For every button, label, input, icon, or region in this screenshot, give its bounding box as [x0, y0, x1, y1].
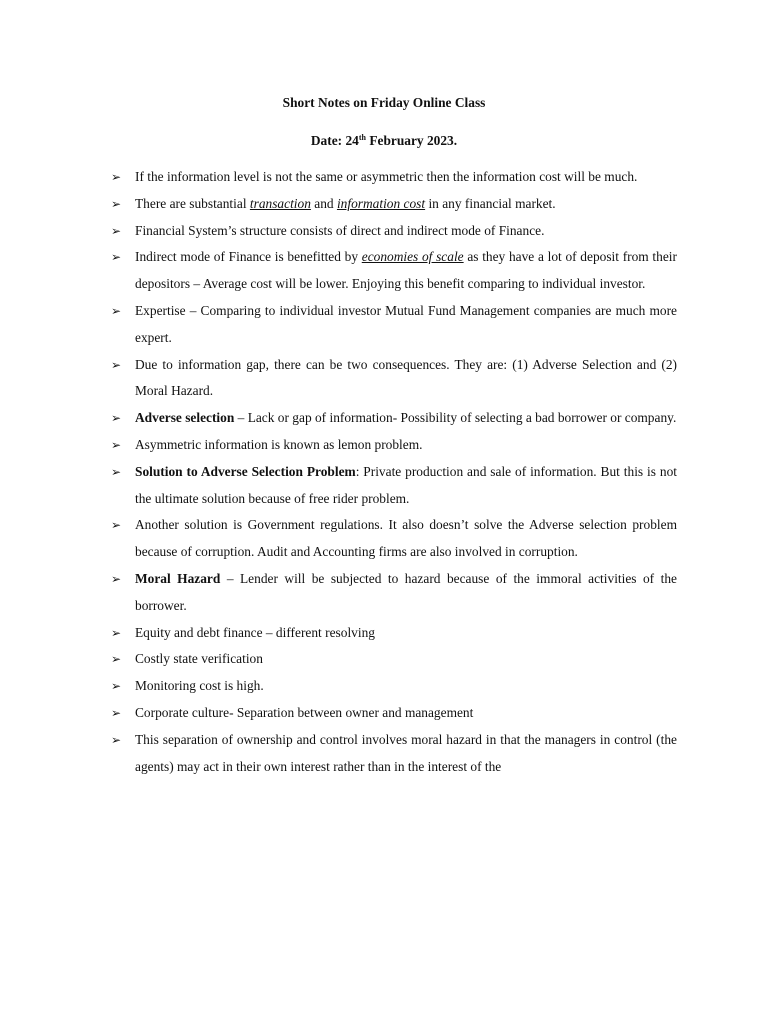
- list-item: [111, 566, 677, 620]
- item-text-run: This separation of ownership and control involves moral hazard in that the managers in control (the agents) may act in their own interest rather than in the interest of the: [135, 731, 677, 774]
- list-item: [111, 459, 677, 513]
- item-text-run: in any financial market.: [425, 195, 556, 211]
- item-text-run: Indirect mode of Finance is benefitted by: [135, 249, 362, 265]
- item-text-run: Financial System’s structure consists of direct and indirect mode of Finance.: [135, 222, 545, 238]
- arrow-bullet-icon: ➢: [111, 303, 122, 318]
- list-item: [111, 352, 677, 406]
- item-text: [135, 298, 677, 352]
- underlined-term: transaction: [249, 195, 311, 211]
- item-text-run: Monitoring cost is high.: [135, 678, 264, 694]
- arrow-bullet-icon: ➢: [111, 705, 122, 720]
- arrow-bullet-icon: ➢: [111, 652, 122, 667]
- item-text-run: Due to information gap, there can be two consequences. They are: (1) Adverse Selection and (2) Moral Hazard.: [135, 356, 677, 399]
- notes-list: [111, 164, 677, 780]
- item-text: [135, 727, 677, 781]
- arrow-bullet-icon: ➢: [111, 223, 122, 238]
- date-line: [0, 132, 768, 150]
- list-item: [111, 727, 677, 781]
- arrow-bullet-icon: ➢: [111, 464, 122, 479]
- list-item: [111, 244, 677, 298]
- arrow-bullet-icon: ➢: [111, 196, 122, 211]
- item-text-run: Asymmetric information is known as lemon problem.: [135, 436, 423, 452]
- item-text: [135, 164, 677, 191]
- item-text-run: If the information level is not the same or asymmetric then the information cost will be much.: [135, 169, 638, 184]
- item-text: [135, 218, 677, 245]
- list-item: [111, 700, 677, 727]
- list-item: [111, 191, 677, 218]
- item-text: [135, 352, 677, 406]
- arrow-bullet-icon: ➢: [111, 571, 122, 586]
- arrow-bullet-icon: ➢: [111, 357, 122, 372]
- date-suffix: February 2023.: [365, 133, 458, 148]
- arrow-bullet-icon: ➢: [111, 625, 122, 640]
- list-item: [111, 673, 677, 700]
- underlined-term: economies of scale: [361, 249, 464, 265]
- item-text: [135, 620, 677, 647]
- arrow-bullet-icon: ➢: [111, 411, 122, 426]
- bold-term: Moral Hazard: [135, 570, 221, 586]
- bold-term: Solution to Adverse Selection Problem: [135, 463, 356, 479]
- item-text: [135, 244, 677, 298]
- item-text-run: Another solution is Government regulations. It also doesn’t solve the Adverse selection problem because of corruption. Audit and Accounting firms are also involved in corruption.: [135, 517, 677, 560]
- item-text-run: : Private production and sale of information. But this is not the ultimate solution because of free rider problem.: [135, 463, 677, 506]
- arrow-bullet-icon: ➢: [111, 732, 122, 747]
- arrow-bullet-icon: ➢: [111, 679, 122, 694]
- item-text-run: Corporate culture- Separation between owner and management: [135, 704, 474, 720]
- item-text: [135, 673, 677, 700]
- list-item: [111, 218, 677, 245]
- list-item: [111, 164, 677, 191]
- list-item: [111, 405, 677, 432]
- list-item: [111, 298, 677, 352]
- item-text: [135, 432, 677, 459]
- item-text-run: – Lack or gap of information- Possibility of selecting a bad borrower or company.: [234, 410, 677, 426]
- date-prefix: Date: 24: [310, 133, 359, 148]
- arrow-bullet-icon: ➢: [111, 437, 122, 452]
- arrow-bullet-icon: ➢: [111, 518, 122, 533]
- list-item: [111, 620, 677, 647]
- list-item: [111, 432, 677, 459]
- underlined-term: information cost: [336, 195, 426, 211]
- item-text: [135, 512, 677, 566]
- item-text: [135, 646, 677, 673]
- item-text-run: There are substantial: [135, 195, 250, 211]
- item-text-run: as they have a lot of deposit from their depositors – Average cost will be lower. Enjoying this benefit comparing to individual investor.: [135, 249, 677, 292]
- arrow-bullet-icon: ➢: [111, 170, 122, 184]
- item-text-run: Expertise – Comparing to individual investor Mutual Fund Management companies are much more expert.: [135, 302, 677, 345]
- item-text-run: and: [310, 195, 337, 211]
- item-text: [135, 405, 677, 432]
- item-text: [135, 459, 677, 513]
- list-item: [111, 646, 677, 673]
- item-text: [135, 700, 677, 727]
- item-text-run: Costly state verification: [135, 651, 263, 667]
- date-superscript: th: [358, 133, 366, 142]
- bold-term: Adverse selection: [135, 410, 235, 426]
- item-text-run: Equity and debt finance – different resolving: [135, 624, 375, 640]
- item-text: [135, 566, 677, 620]
- page-title: Short Notes on Friday Online Class: [282, 95, 486, 110]
- item-text: [135, 191, 677, 218]
- item-text-run: – Lender will be subjected to hazard because of the immoral activities of the borrower.: [135, 570, 677, 613]
- list-item: [111, 512, 677, 566]
- arrow-bullet-icon: ➢: [111, 250, 122, 265]
